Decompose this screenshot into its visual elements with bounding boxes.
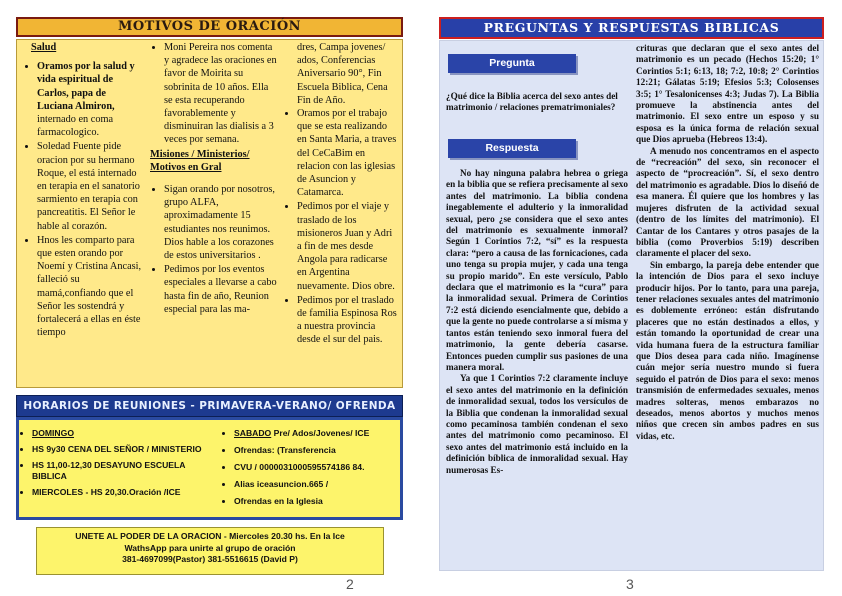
unite-line-2: WathsApp para unirte al grupo de oración: [124, 542, 296, 553]
prayer-column-2: [150, 41, 278, 317]
schedule-day: • DOMINGO: [32, 428, 207, 439]
unite-line-3: 381-4697099(Pastor) 381-5516615 (David P): [122, 554, 298, 564]
prayer-item: • Hnos les comparto para que esten orando por Noemí y Cristina Ancasi, falleció su mamá,confiando que el Señor les sostendrá y fortalecerá a ellas en éste tiempo: [37, 234, 143, 340]
answer-paragraph: A menudo nos concentramos en el aspecto de “recreación” del sexo, sin reconocer el aspecto de “procreación”. Sí, el sexo dentro del matrimonio es agradable. Dios lo diseñó de esa manera. Él quiere que los hombres y las mujeres disfruten de la actividad sexual (dentro de los límites del matrimonio). El Cantar de los Cantares y otros pasajes de la biblia (como Proverbios 5:19) describen claramente el placer del sexo.: [636, 145, 819, 259]
page-number-right: 3: [626, 576, 634, 592]
answer-column-1: [446, 168, 628, 476]
prayer-column-1: [23, 41, 143, 340]
prayer-item: • Pedimos por el traslado de familia Espinosa Ros a nuestra provincia desde el sur del pais.: [297, 294, 399, 347]
prayer-item: • Pedimos por los eventos especiales a llevarse a cabo hasta fin de año, Reunion especial para las ma-: [164, 263, 278, 316]
schedule-item: • HS 11,00-12,30 DESAYUNO ESCUELA BIBLICA: [32, 460, 207, 482]
prayer-item: • Moni Pereira nos comenta y agradece las oraciones en favor de Moirita su sobrinita de 10 años. Ella se esta recuperando favorablemente y disminuiran las dialisis a 3 veces por semana.: [164, 41, 278, 147]
answer-label: Respuesta: [448, 139, 576, 158]
answer-column-2: [636, 43, 819, 442]
offering-item: • CVU / 0000031000595574186 84.: [234, 462, 402, 473]
prayer-motives-title: MOTIVOS DE ORACIÓN: [16, 17, 403, 37]
question-label: Pregunta: [448, 54, 576, 73]
prayer-item: • Sigan orando por nosotros, grupo ALFA, aproximadamente 15 estudiantes nos reunimos. Dios hable a los corazones de estos universitarios .: [164, 183, 278, 262]
prayer-item: • Pedimos por el viaje y traslado de los misioneros Juan y Adri a fin de mes desde Angola para radicarse en Argentina nuevamente. Dios obre.: [297, 200, 399, 292]
unite-line-1: UNETE AL PODER DE LA ORACION - Miercoles 20.30 hs. En la Ice: [75, 531, 345, 541]
qa-title: PREGUNTAS Y RESPUESTAS BIBLICAS: [439, 17, 824, 39]
answer-paragraph: No hay ninguna palabra hebrea o griega en la biblia que se refiera precisamente al sexo antes del matrimonio. La biblia condena inegablemente el adulterio y la inmoralidad sexual, pero ¿se considera que el sexo antes del matrimonio es sexualmente inmoral? Según 1 Corintios 7:2, “sí” es la respuesta clara: “pero a causa de las fornicaciones, cada uno tenga su propia mujer, y cada una tenga su propio marido”. En este versículo, Pablo declara que el matrimonio es la “cura” para la inmoralidad sexual. Primera de Corintios 7:2 está diciendo esencialmente que, debido a que la gente no puede controlarse a sí misma y tantos están teniendo sexo inmoral fuera del matrimonio, la gente debería casarse. Entonces pueden cumplir sus pasiones de una manera moral.: [446, 168, 628, 372]
question-text: ¿Qué dice la Biblia acerca del sexo antes del matrimonio / relaciones prematrimoniales?: [446, 91, 618, 113]
prayer-item: • Oramos por el trabajo que se esta realizando en Santa Maria, a traves del CeCaBim en relacion con las iglesias de Asuncion y Catamarca.: [297, 107, 399, 199]
schedule-left: [22, 428, 207, 503]
offering-item: • Ofrendas: (Transferencia: [234, 445, 402, 456]
page-number-left: 2: [346, 576, 354, 592]
missions-heading: Misiones / Ministerios/ Motivos en Gral: [150, 148, 250, 173]
prayer-group-box: [36, 527, 384, 575]
schedule-item: • MIERCOLES - HS 20,30.Oración /ICE: [32, 487, 207, 498]
schedule-item: • SABADO Pre/ Ados/Jovenes/ ICE: [234, 428, 402, 439]
health-heading: Salud: [31, 42, 57, 53]
schedule-right: [224, 428, 402, 513]
prayer-item-continued: dres, Campa jovenes/ ados, Conferencias Aniversario 90°, Fin Escuela Biblica, Cena Fin de Año.: [297, 42, 388, 106]
answer-paragraph: Ya que 1 Corintios 7:2 claramente incluye el sexo antes del matrimonio en la definición de inmoralidad sexual, todos los versículos de la Biblia que condenan la inmoralidad sexual como pecaminosa también condenan el sexo antes del matrimonio como pecaminoso. El sexo antes del matrimonio está incluido en la definición bíblica de inmoralidad sexual. Hay numerosas Es-: [446, 373, 628, 475]
schedule-inner: [19, 420, 400, 517]
schedule-title: HORARIOS DE REUNIONES - PRIMAVERA-VERANO/ OFRENDA: [16, 395, 403, 417]
qa-panel: [439, 40, 824, 571]
prayer-item: • Oramos por la salud y vida espiritual de Carlos, papa de Luciana Almiron, internado en coma farmacologico.: [37, 60, 143, 139]
answer-paragraph: Sin embargo, la pareja debe entender que la intención de Dios para el sexo incluye producir hijos. Por lo tanto, para una pareja, tener relaciones sexuales antes del matrimonio es doblemente erróneo: están disfrutando placeres que no están destinados a ellos, y están tomando la oportunidad de crear una vida humana fuera de la estructura familiar que Dios desea para cada niño. Imagínense cuán mejor sería nuestro mundo si fuera seguido el patrón de Dios para el sexo: menos transmisión de enfermedades sexuales, menos madres solteras, menos embarazos no deseados, menos abortos y muchos menos niños que crecen sin ambos padres en sus vidas, etc.: [636, 259, 819, 441]
prayer-motives-panel: [16, 39, 403, 388]
prayer-item: • Soledad Fuente pide oracion por su hermano Roque, el está internado en terapia en el sanatorio sarmiento en terapia con pancreatitis. El Señor le hable al corazón.: [37, 140, 143, 232]
prayer-column-3: [283, 41, 399, 348]
answer-paragraph: crituras que declaran que el sexo antes del matrimonio es un pecado (Hechos 15:20; 1° Corintios 5:1; 6:13, 18; 7:2, 10:8; 2° Corintios 12:21; Gálatas 5:19; Efesios 5:3; Colosenses 3:5; 1° Tesalonicenses 4:3; Judas 7). La Biblia promueve la abstinencia antes del matrimonio. El sexo entre un esposo y su esposa es la única forma de relación sexual que Dios aprueba (Hebreos 13:4).: [636, 43, 819, 145]
schedule-panel: [16, 417, 403, 520]
offering-item: • Ofrendas en la Iglesia: [234, 496, 402, 507]
schedule-item: • HS 9y30 CENA DEL SEÑOR / MINISTERIO: [32, 444, 207, 455]
offering-item: • Alias iceasuncion.665 /: [234, 479, 402, 490]
